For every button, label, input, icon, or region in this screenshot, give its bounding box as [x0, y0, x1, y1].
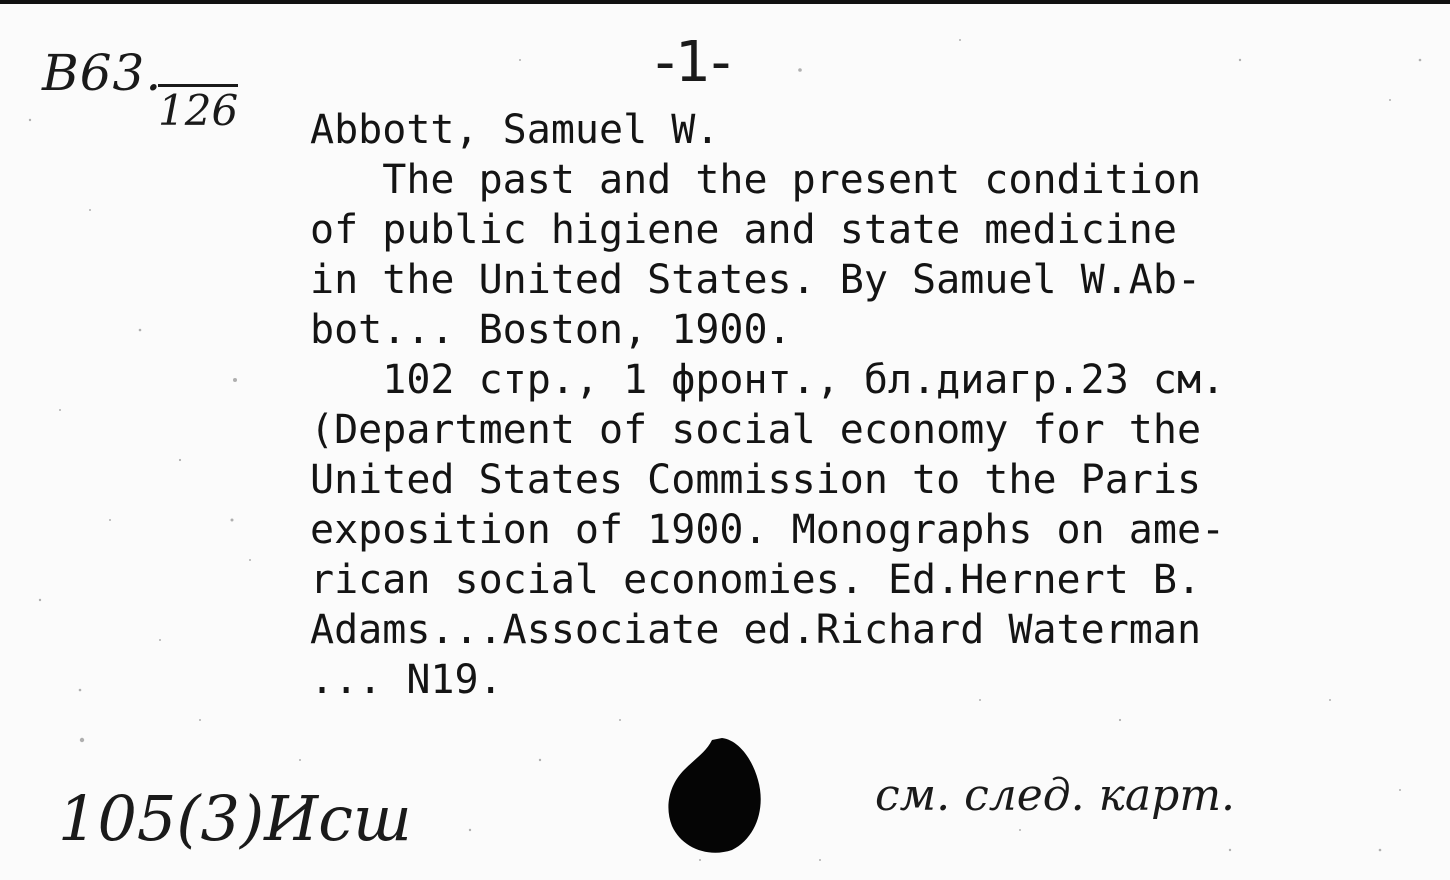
ink-blot — [660, 730, 780, 860]
entry-line-series-number: ... N19. — [310, 657, 503, 703]
entry-line-series: Adams...Associate ed.Richard Waterman — [310, 607, 1202, 653]
entry-line-title: The past and the present condition — [310, 157, 1202, 203]
entry-line-title: in the United States. By Samuel W.Ab- — [310, 257, 1202, 303]
entry-line-imprint: bot... Boston, 1900. — [310, 307, 792, 353]
entry-line-series: (Department of social economy for the — [310, 407, 1202, 453]
classification-code: 105(3)Исш — [58, 782, 412, 855]
shelfmark-sub: 126 — [158, 86, 239, 135]
card-page-number: -1- — [655, 30, 732, 95]
see-next-card-note: см. след. карт. — [875, 770, 1236, 821]
shelfmark-main: В63. — [42, 44, 163, 102]
entry-line-collation: 102 стр., 1 фронт., бл.диагр.23 см. — [310, 357, 1226, 403]
entry-line-series: rican social economies. Ed.Hernert B. — [310, 557, 1202, 603]
entry-line-title: of public higiene and state medicine — [310, 207, 1177, 253]
entry-line-author: Abbott, Samuel W. — [310, 107, 720, 153]
entry-line-series: United States Commission to the Paris — [310, 457, 1202, 503]
entry-line-series: exposition of 1900. Monographs on ame- — [310, 507, 1226, 553]
